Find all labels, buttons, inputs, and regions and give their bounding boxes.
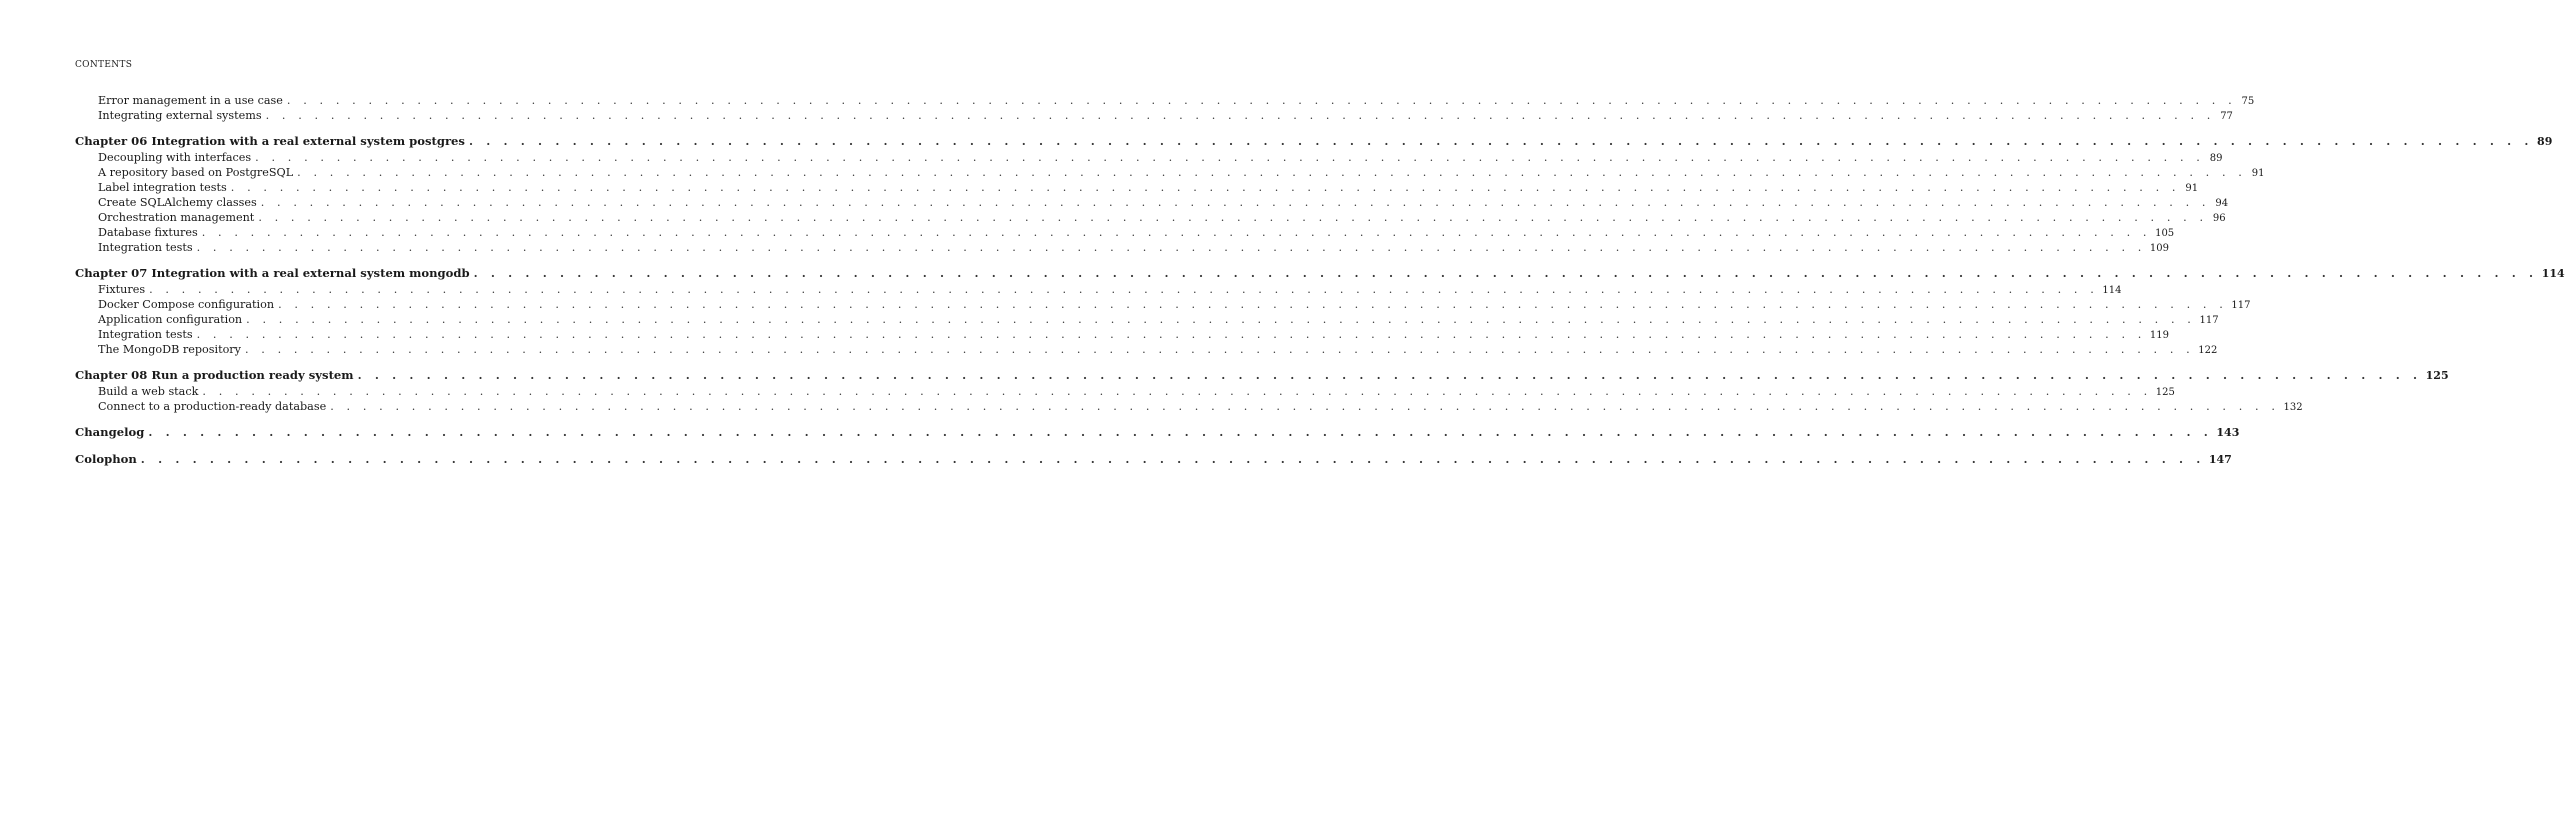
toc-entry-title[interactable]: Error management in a use case	[98, 93, 287, 108]
dot-leader: . . . . . . . . . . . . . . . . . . . . . . . . . . . . . . . . . . . . . . . . . . . . . . . . . . . . . . . . . . . . . . . . . . . . . . . . . . . . . . . . . . . . . . . . . . . . . . . . . . . . . . . . . . . . . . . . . . . . . . . .	[230, 181, 2181, 194]
toc-entry-title[interactable]: Application configuration	[98, 312, 246, 327]
toc-entry-title[interactable]: Integration tests	[98, 327, 197, 342]
toc-page-number[interactable]: 91	[2185, 183, 2199, 194]
dot-leader: . . . . . . . . . . . . . . . . . . . . . . . . . . . . . . . . . . . . . . . . . . . . . . . . . . . . . . . . . . . . . . . . . . . . . . . . . . . . . . . . . . . . . . . . . . . . . . . . . . . . . . . . . . . . . . . . . . . . . . . .	[202, 385, 2152, 398]
dot-leader: . . . . . . . . . . . . . . . . . . . . . . . . . . . . . . . . . . . . . . . . . . . . . . . . . . . . . . . . . . . . . . . . . . . . . . . . . . . . . . . . . . . . . . . . . . . . . . . . . . . . . . . . . . . . . . . . . . . . . . . .	[330, 400, 2280, 413]
toc-page-number[interactable]: 91	[2251, 168, 2265, 179]
toc-chapter-entry[interactable]	[75, 133, 2553, 150]
toc-entry-title[interactable]: Orchestration management	[98, 210, 258, 225]
toc-entry-title[interactable]: Connect to a production-ready database	[98, 399, 330, 414]
toc-page-number[interactable]: 89	[2209, 153, 2223, 164]
toc-page-number[interactable]: 114	[2541, 267, 2565, 280]
toc-section-entry[interactable]	[75, 93, 2255, 108]
toc-section-entry[interactable]	[75, 108, 2233, 123]
toc-section-entry[interactable]	[75, 384, 2175, 399]
toc-entry-title[interactable]: Label integration tests	[98, 180, 231, 195]
toc-page-number[interactable]: 117	[2199, 315, 2219, 326]
dot-leader: . . . . . . . . . . . . . . . . . . . . . . . . . . . . . . . . . . . . . . . . . . . . . . . . . . . . . . . . . . . . . . . . . . . . . . . . . . . . . . . . . . . . . . . . . . . . . . . . . . . . . . . . . . . . . . . . . . . . . . . .	[149, 283, 2099, 296]
toc-page-number[interactable]: 77	[2220, 111, 2233, 122]
toc-group	[75, 451, 2232, 468]
toc-page-number[interactable]: 89	[2537, 135, 2553, 148]
toc-group	[75, 265, 2565, 357]
dot-leader: . . . . . . . . . . . . . . . . . . . . . . . . . . . . . . . . . . . . . . . . . . . . . . . . . . . . . . . . . . . . . . . . . . . . . . . . . . . . . . . . . . . . . . . . . . . . . . . . . . . . . . . . . . . . . . . . . . . . . . . .	[148, 425, 2213, 439]
toc-page-number[interactable]: 117	[2231, 300, 2251, 311]
toc-entry-title[interactable]: Integrating external systems	[98, 108, 266, 123]
toc-entry-title[interactable]: Database fixtures	[98, 225, 202, 240]
toc-entry-title[interactable]: Chapter 08 Run a production ready system	[75, 367, 358, 384]
toc-page-number[interactable]: 143	[2216, 426, 2240, 439]
toc-entry-title[interactable]: Docker Compose configuration	[98, 297, 278, 312]
toc-section-entry[interactable]	[75, 240, 2170, 255]
toc-group	[75, 424, 2240, 441]
table-of-contents	[75, 93, 2565, 478]
toc-section-entry[interactable]	[75, 225, 2175, 240]
toc-page-number[interactable]: 96	[2212, 213, 2226, 224]
dot-leader: . . . . . . . . . . . . . . . . . . . . . . . . . . . . . . . . . . . . . . . . . . . . . . . . . . . . . . . . . . . . . . . . . . . . . . . . . . . . . . . . . . . . . . . . . . . . . . . . . . . . . . . . . . . . . . . . . . . . . . . .	[246, 313, 2196, 326]
toc-page-number[interactable]: 75	[2241, 96, 2255, 107]
toc-page-number[interactable]: 94	[2215, 198, 2229, 209]
toc-section-entry[interactable]	[75, 210, 2226, 225]
toc-page-number[interactable]: 109	[2149, 243, 2170, 254]
dot-leader: . . . . . . . . . . . . . . . . . . . . . . . . . . . . . . . . . . . . . . . . . . . . . . . . . . . . . . . . . . . . . . . . . . . . . . . . . . . . . . . . . . . . . . . . . . . . . . . . . . . . . . . . . . . . . . . . . . . . . . . .	[258, 211, 2208, 224]
toc-entry-title[interactable]: Chapter 07 Integration with a real external system mongodb	[75, 265, 474, 282]
toc-page-number[interactable]: 122	[2198, 345, 2218, 356]
dot-leader: . . . . . . . . . . . . . . . . . . . . . . . . . . . . . . . . . . . . . . . . . . . . . . . . . . . . . . . . . . . . . . . . . . . . . . . . . . . . . . . . . . . . . . . . . . . . . . . . . . . . . . . . . . . . . . . . . . . . . . . .	[196, 241, 2146, 254]
toc-section-entry[interactable]	[75, 297, 2251, 312]
toc-entry-title[interactable]: Changelog	[75, 424, 148, 441]
toc-section-entry[interactable]	[75, 180, 2199, 195]
toc-section-entry[interactable]	[75, 342, 2218, 357]
toc-group	[75, 133, 2553, 255]
dot-leader: . . . . . . . . . . . . . . . . . . . . . . . . . . . . . . . . . . . . . . . . . . . . . . . . . . . . . . . . . . . . . . . . . . . . . . . . . . . . . . . . . . . . . . . . . . . . . . . . . . . . . . . . . . . . . . . . . . . . . . . .	[286, 94, 2237, 107]
toc-entry-title[interactable]: Build a web stack	[98, 384, 202, 399]
toc-chapter-entry[interactable]	[75, 367, 2449, 384]
toc-chapter-entry[interactable]	[75, 265, 2565, 282]
dot-leader: . . . . . . . . . . . . . . . . . . . . . . . . . . . . . . . . . . . . . . . . . . . . . . . . . . . . . . . . . . . . . . . . . . . . . . . . . . . . . . . . . . . . . . . . . . . . . . . . . . . . . . . . . . . . . . . . . . . . . . . .	[244, 343, 2195, 356]
toc-chapter-entry[interactable]	[75, 451, 2232, 468]
toc-section-entry[interactable]	[75, 165, 2265, 180]
dot-leader: . . . . . . . . . . . . . . . . . . . . . . . . . . . . . . . . . . . . . . . . . . . . . . . . . . . . . . . . . . . . . . . . . . . . . . . . . . . . . . . . . . . . . . . . . . . . . . . . . . . . . . . . . . . . . . . . . . . . . . . .	[357, 368, 2422, 382]
toc-section-entry[interactable]	[75, 399, 2303, 414]
toc-page-number[interactable]: 147	[2208, 453, 2232, 466]
dot-leader: . . . . . . . . . . . . . . . . . . . . . . . . . . . . . . . . . . . . . . . . . . . . . . . . . . . . . . . . . . . . . . . . . . . . . . . . . . . . . . . . . . . . . . . . . . . . . . . . . . . . . . . . . . . . . . . . . . . . . . . .	[201, 226, 2152, 239]
toc-page-number[interactable]: 125	[2155, 387, 2175, 398]
toc-entry-title[interactable]: Integration tests	[98, 240, 197, 255]
dot-leader: . . . . . . . . . . . . . . . . . . . . . . . . . . . . . . . . . . . . . . . . . . . . . . . . . . . . . . . . . . . . . . . . . . . . . . . . . . . . . . . . . . . . . . . . . . . . . . . . . . . . . . . . . . . . . . . . . . . . . . . .	[196, 328, 2146, 341]
dot-leader: . . . . . . . . . . . . . . . . . . . . . . . . . . . . . . . . . . . . . . . . . . . . . . . . . . . . . . . . . . . . . . . . . . . . . . . . . . . . . . . . . . . . . . . . . . . . . . . . . . . . . . . . . . . . . . . . . . . . . . . .	[265, 109, 2215, 122]
toc-chapter-entry[interactable]	[75, 424, 2240, 441]
toc-entry-title[interactable]: Fixtures	[98, 282, 149, 297]
toc-entry-title[interactable]: The MongoDB repository	[98, 342, 245, 357]
toc-page-number[interactable]: 125	[2425, 369, 2449, 382]
dot-leader: . . . . . . . . . . . . . . . . . . . . . . . . . . . . . . . . . . . . . . . . . . . . . . . . . . . . . . . . . . . . . . . . . . . . . . . . . . . . . . . . . . . . . . . . . . . . . . . . . . . . . . . . . . . . . . . . . . . . . . . .	[278, 298, 2228, 311]
dot-leader: . . . . . . . . . . . . . . . . . . . . . . . . . . . . . . . . . . . . . . . . . . . . . . . . . . . . . . . . . . . . . . . . . . . . . . . . . . . . . . . . . . . . . . . . . . . . . . . . . . . . . . . . . . . . . . . . . . . . . . . .	[468, 134, 2534, 148]
toc-group	[75, 367, 2449, 414]
toc-entry-title[interactable]: A repository based on PostgreSQL	[98, 165, 297, 180]
dot-leader: . . . . . . . . . . . . . . . . . . . . . . . . . . . . . . . . . . . . . . . . . . . . . . . . . . . . . . . . . . . . . . . . . . . . . . . . . . . . . . . . . . . . . . . . . . . . . . . . . . . . . . . . . . . . . . . . . . . . . . . .	[297, 166, 2247, 179]
toc-entry-title[interactable]: Create SQLAlchemy classes	[98, 195, 261, 210]
toc-group	[75, 93, 2255, 123]
toc-section-entry[interactable]	[75, 282, 2122, 297]
toc-section-entry[interactable]	[75, 195, 2229, 210]
toc-page-number[interactable]: 132	[2283, 402, 2303, 413]
toc-entry-title[interactable]: Colophon	[75, 451, 141, 468]
toc-section-entry[interactable]	[75, 150, 2223, 165]
dot-leader: . . . . . . . . . . . . . . . . . . . . . . . . . . . . . . . . . . . . . . . . . . . . . . . . . . . . . . . . . . . . . . . . . . . . . . . . . . . . . . . . . . . . . . . . . . . . . . . . . . . . . . . . . . . . . . . . . . . . . . . .	[260, 196, 2211, 209]
toc-entry-title[interactable]: Decoupling with interfaces	[98, 150, 255, 165]
toc-page-number[interactable]: 105	[2155, 228, 2175, 239]
toc-section-entry[interactable]	[75, 312, 2219, 327]
running-head: CONTENTS	[75, 60, 133, 70]
dot-leader: . . . . . . . . . . . . . . . . . . . . . . . . . . . . . . . . . . . . . . . . . . . . . . . . . . . . . . . . . . . . . . . . . . . . . . . . . . . . . . . . . . . . . . . . . . . . . . . . . . . . . . . . . . . . . . . . . . . . . . . .	[473, 266, 2538, 280]
dot-leader: . . . . . . . . . . . . . . . . . . . . . . . . . . . . . . . . . . . . . . . . . . . . . . . . . . . . . . . . . . . . . . . . . . . . . . . . . . . . . . . . . . . . . . . . . . . . . . . . . . . . . . . . . . . . . . . . . . . . . . . .	[140, 452, 2205, 466]
toc-page-number[interactable]: 119	[2149, 330, 2170, 341]
toc-entry-title[interactable]: Chapter 06 Integration with a real external system postgres	[75, 133, 469, 150]
toc-page-number[interactable]: 114	[2102, 285, 2122, 296]
dot-leader: . . . . . . . . . . . . . . . . . . . . . . . . . . . . . . . . . . . . . . . . . . . . . . . . . . . . . . . . . . . . . . . . . . . . . . . . . . . . . . . . . . . . . . . . . . . . . . . . . . . . . . . . . . . . . . . . . . . . . . . .	[255, 151, 2205, 164]
toc-section-entry[interactable]	[75, 327, 2170, 342]
